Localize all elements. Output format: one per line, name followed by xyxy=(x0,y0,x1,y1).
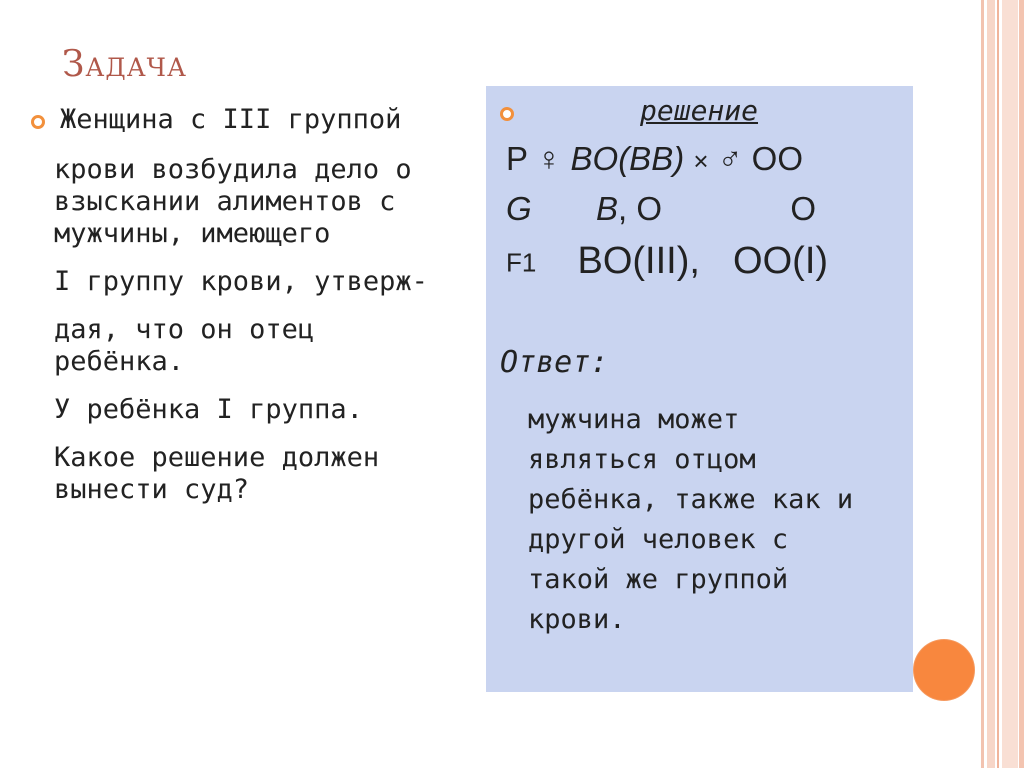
answer-label: Ответ: xyxy=(500,345,609,380)
problem-text xyxy=(30,100,460,510)
cross-symbol: × xyxy=(693,146,709,176)
answer-line: мужчина может xyxy=(528,404,740,435)
problem-line: мужчины, имеющего xyxy=(54,218,331,249)
bullet-icon xyxy=(500,107,514,121)
problem-line: дая, что он отец xyxy=(54,314,315,345)
answer-line: являться отцом xyxy=(528,444,756,475)
female-symbol-icon: ♀ xyxy=(536,140,562,177)
problem-line: взыскании алиментов с xyxy=(54,186,396,217)
problem-line: У ребёнка I группа. xyxy=(54,394,363,425)
slide-title: Задача xyxy=(62,44,187,85)
parents-row xyxy=(506,140,803,178)
problem-line: I группу крови, утверж- xyxy=(54,266,428,297)
problem-line: Женщина с III группой xyxy=(60,104,402,135)
gamete-male: O xyxy=(790,190,817,227)
decor-stripe xyxy=(1002,0,1018,768)
p-label: P xyxy=(506,140,528,177)
male-symbol-icon: ♂ xyxy=(717,140,743,177)
gamete-o: , O xyxy=(618,190,663,227)
answer-text xyxy=(528,400,898,640)
problem-line: крови возбудила дело о xyxy=(54,154,412,185)
offspring-row xyxy=(506,240,828,283)
decor-stripe xyxy=(981,0,984,768)
decor-stripe xyxy=(997,0,999,768)
answer-line: ребёнка, также как и xyxy=(528,484,854,515)
g-label: G xyxy=(506,190,532,227)
gamete-b: B xyxy=(596,190,619,227)
solution-heading: решение xyxy=(640,94,759,127)
offspring-genotype: BO(III), xyxy=(577,240,700,282)
gametes-row xyxy=(506,190,816,228)
decor-stripe xyxy=(987,0,995,768)
answer-line: такой же группой xyxy=(528,564,789,595)
answer-line: другой человек с xyxy=(528,524,789,555)
female-genotype: BO(BB) xyxy=(570,140,685,177)
decor-stripe xyxy=(1019,0,1024,768)
offspring-genotype: OO(I) xyxy=(733,240,829,282)
male-genotype: OO xyxy=(751,140,803,177)
f-label: F1 xyxy=(506,247,537,278)
problem-line: ребёнка. xyxy=(54,346,185,377)
decor-circle xyxy=(914,640,974,700)
answer-line: крови. xyxy=(528,604,626,635)
problem-line: Какое решение должен xyxy=(54,442,380,473)
problem-line: вынести суд? xyxy=(54,474,250,505)
